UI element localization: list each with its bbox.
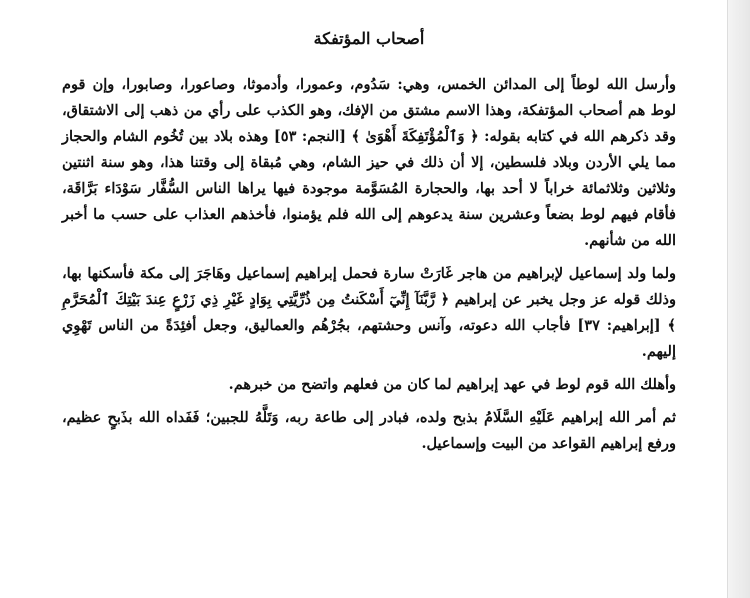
paragraph-3: وأهلك الله قوم لوط في عهد إبراهيم لما كان من فعلهم واتضح من خبرهم. <box>228 376 676 393</box>
section-title: أصحاب المؤتفكة <box>313 29 425 48</box>
paragraph-4: ثم أمر الله إبراهيم عَلَيْهِ السَّلَامُ بذبح ولده، فبادر إلى طاعة ربه، وَتَلَّهُ للجبين؛ فَفَداه الله بذَبحٍ عظيم، ورفع إبراهيم القواعد من البيت وإسماعيل. <box>62 409 676 452</box>
page-edge <box>727 0 750 598</box>
paragraph-1: وأرسل الله لوطاً إلى المدائن الخمس، وهي: سَدُوم، وعمورا، وأدموثا، وصاعورا، وصابورا، وإن قوم لوط هم أصحاب المؤتفكة، وهذا الاسم مشتق من الإفك، وهو الكذب على رأي من ذهب إلى الاشتقاق، وقد ذكرهم الله في كتابه بقوله: ﴿ وَٱلْمُؤْتَفِكَةَ أَهْوَىٰ ﴾ [النجم: ٥٣] وهذه بلاد بين تُخُوم الشام والحجاز مما يلي الأردن وبلاد فلسطين، إلا أن ذلك في حيز الشام، وهي مُبقاة إلى وقتنا هذا، وهو سنة اثنتين وثلاثين وثلاثمائة خراباً لا أحد بها، والحجارة المُسَوَّمة موجودة فيها يراها الناس السُّفَّار سَوْدَاء بَرَّاقَة، فأقام فيهم لوط بضعاً وعشرين سنة يدعوهم إلى الله فلم يؤمنوا، فأخذهم العذاب على حسب ما أخبر الله من شأنهم. <box>62 76 676 249</box>
document-page <box>62 18 676 464</box>
paragraph-2: ولما ولد إسماعيل لإبراهيم من هاجر غَارَتْ سارة فحمل إبراهيم إسماعيل وهَاجَرَ إلى مكة فأسكنها بها، وذلك قوله عز وجل يخبر عن إبراهيم ﴿ رَّبَّنَآ إِنِّيٓ أَسْكَنتُ مِن ذُرِّيَّتِي بِوَادٍ غَيْرِ ذِي زَرْعٍ عِندَ بَيْتِكَ ٱلْمُحَرَّمِ ﴾ [إبراهيم: ٣٧] فأجاب الله دعوته، وآنس وحشتهم، بجُرْهُم والعماليق، وجعل أفئِدَةً من الناس تَهْوِي إليهم. <box>62 265 676 360</box>
